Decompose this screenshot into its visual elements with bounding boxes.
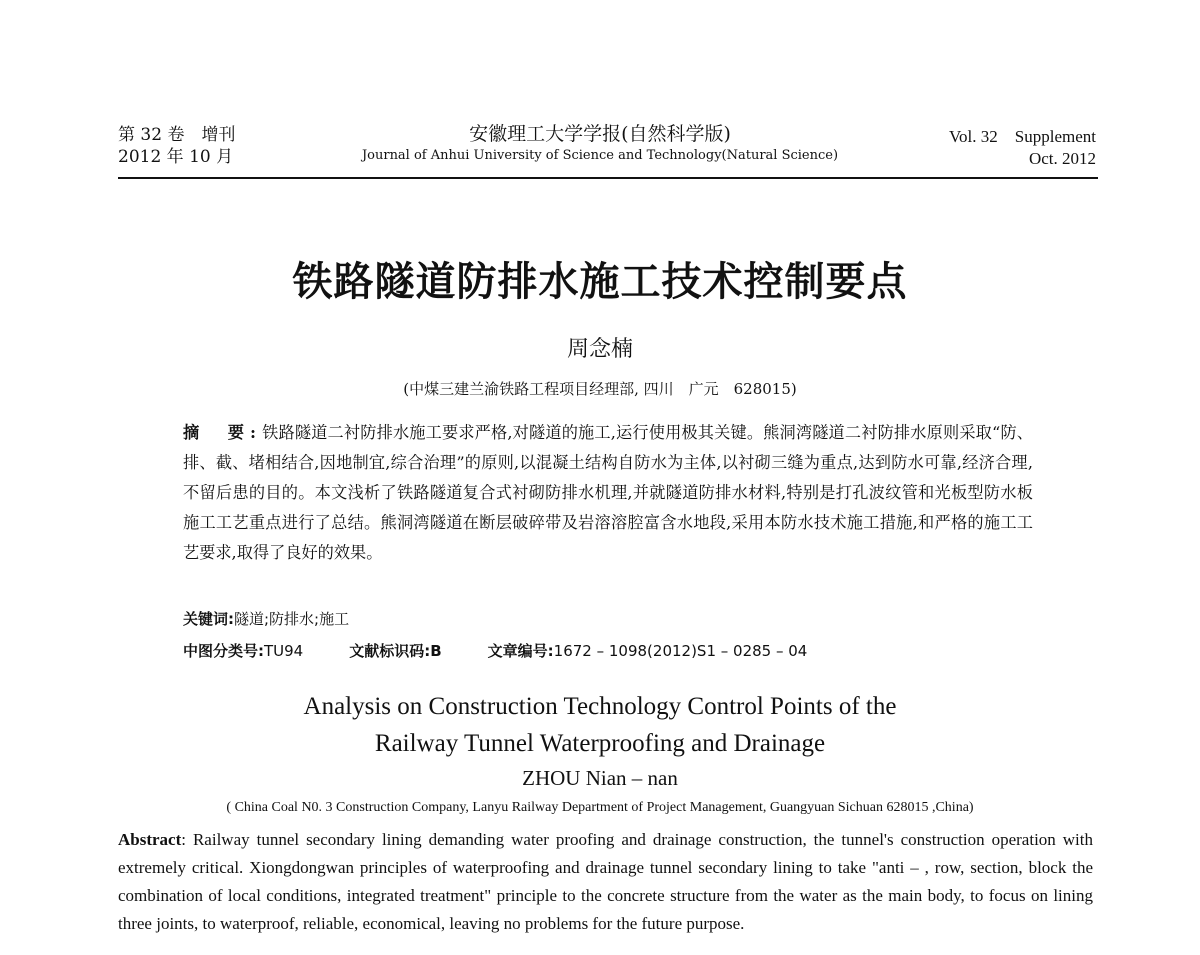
clc-label: 中图分类号:	[183, 642, 264, 660]
abstract-text-en: : Railway tunnel secondary lining demanding water proofing and drainage construction, the tunnel's construction operation with extremely critical. Xiongdongwan principles of waterproofing and drainage tunnel secondary lining to take "anti – , row, section, block the combination of local conditions, integrated treatment" principle to the concrete structure from the water as the main body, to focus on lining three joints, to waterproof, reliable, economical, leaving no problems for the future purpose.	[118, 830, 1093, 933]
header-rule	[118, 177, 1098, 179]
clc-value: TU94	[264, 642, 304, 660]
affiliation-en: ( China Coal N0. 3 Construction Company, Lanyu Railway Department of Project Management, Guangyuan Sichuan 628015 ,China)	[226, 800, 974, 815]
title-en-line1: Analysis on Construction Technology Control Points of the	[303, 693, 897, 720]
abstract-text-cn: 铁路隧道二衬防排水施工要求严格,对隧道的施工,运行使用极其关键。熊洞湾隧道二衬防排水原则采取“防、排、截、堵相结合,因地制宜,综合治理”的原则,以混凝土结构自防水为主体,以衬砌三缝为重点,达到防水可靠,经济合理,不留后患的目的。本文浅析了铁路隧道复合式衬砌防排水机理,并就隧道防排水材料,特别是打孔波纹管和光板型防水板施工工艺重点进行了总结。熊洞湾隧道在断层破碎带及岩溶溶腔富含水地段,采用本防水技术施工措施,和严格的施工工艺要求,取得了良好的效果。	[183, 423, 1033, 562]
title-en-line2: Railway Tunnel Waterproofing and Drainage	[374, 730, 826, 757]
article-no-label: 文章编号:	[487, 642, 554, 660]
date-en: Oct. 2012	[1028, 149, 1096, 168]
keywords-text: 隧道;防排水;施工	[234, 610, 350, 628]
journal-name-en: Journal of Anhui University of Science and Technology(Natural Science)	[361, 148, 839, 163]
author-cn: 周念楠	[566, 337, 633, 362]
abstract-label-cn: 摘 要:	[183, 423, 263, 442]
article-no-value: 1672 – 1098(2012)S1 – 0285 – 04	[553, 642, 808, 660]
abstract-cn	[183, 418, 1033, 568]
doc-code-value: B	[430, 642, 442, 660]
affiliation-cn: (中煤三建兰渝铁路工程项目经理部, 四川 广元 628015)	[403, 380, 797, 398]
date-cn: 2012 年 10 月	[118, 147, 234, 167]
keywords	[183, 608, 349, 629]
issue-info-en	[949, 126, 1096, 170]
volume-cn: 第 32 卷 增刊	[118, 125, 236, 145]
journal-name-cn: 安徽理工大学学报(自然科学版)	[469, 123, 731, 145]
volume-en: Vol. 32 Supplement	[948, 127, 1096, 146]
paper-title-en	[0, 688, 1200, 762]
author-en: ZHOU Nian – nan	[522, 766, 678, 790]
abstract-en	[118, 826, 1093, 938]
keywords-label: 关键词:	[183, 610, 234, 628]
classification-line	[183, 640, 807, 661]
abstract-label-en: Abstract	[118, 830, 182, 849]
paper-title-cn: 铁路隧道防排水施工技术控制要点	[292, 258, 908, 305]
doc-code-label: 文献标识码:	[349, 642, 431, 660]
